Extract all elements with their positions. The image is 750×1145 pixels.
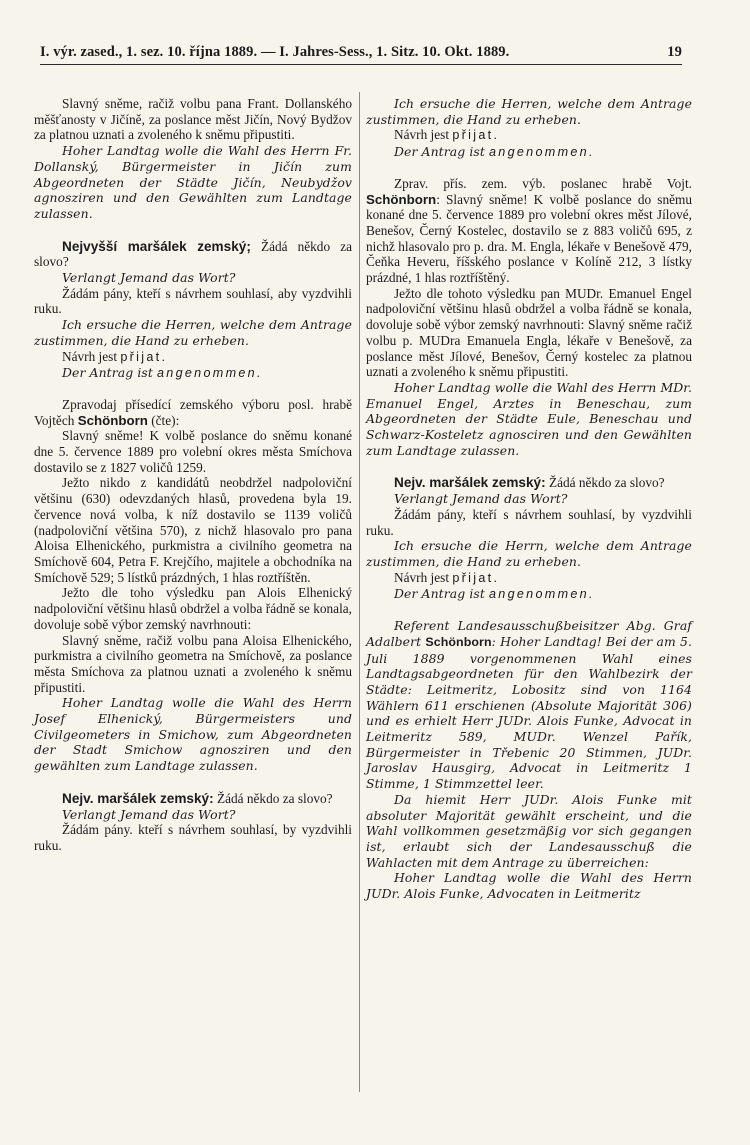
speaker-text: Žádá někdo za slovo? [34, 238, 352, 270]
left-column [34, 96, 352, 854]
paragraph-german: Da hiemit Herr JUDr. Alois Funke mit absoluter Majorität gewählt erscheint, und die Wahl vollkommen gesetzmäßig vor sich gegangen ist, erlaubt sich der Landesausschuß die Wahlacten mit dem Antrage zu überreichen: [366, 791, 692, 870]
motion-result: angenommen. [488, 587, 595, 602]
referent-paragraph [366, 618, 692, 792]
motion-result: přijat. [452, 128, 500, 143]
paragraph-german: Verlangt Jemand das Wort? [62, 270, 236, 286]
reporter-name: Schönborn [77, 412, 148, 428]
paragraph-german: Verlangt Jemand das Wort? [62, 806, 236, 822]
paragraph-german: Ich ersuche die Herren, welche dem Antrage zustimmen, die Hand zu erheben. [366, 96, 692, 127]
motion-text: Der Antrag ist [394, 144, 489, 160]
motion-result: přijat. [120, 349, 168, 364]
paragraph: Ježto nikdo z kandidátů neobdržel nadpoloviční většinu (630) odevzdaných hlasů, provedena byla 19. července nová volba, k níž dostavilo se 1139 voličů (nadpoloviční většina 570), z nichž hlasovalo pro pana Aloisa Elhenického, purkmistra a civilního geometra na Smíchově 604, Petra F. Krejčího, majitele a obchodníka na Smíchově 529; 5 lístků prázdných, 1 hlas roztříštěn. [34, 475, 352, 585]
right-column [366, 96, 692, 902]
page-number: 19 [667, 44, 682, 60]
paragraph-german: Verlangt Jemand das Wort? [394, 491, 568, 507]
speaker-text: Žádá někdo za slovo? [548, 475, 665, 491]
paragraph: Slavný sněme, račiž volbu pana Frant. Dollanského měšťanosty v Jičíně, za poslance měst Jičín, Nový Bydžov za platnou uznati a zvoleného k sněmu připustiti. [34, 96, 352, 143]
motion-result: angenommen. [156, 366, 263, 381]
speaker-name: Nejv. maršálek zemský: [62, 790, 214, 806]
motion-result: angenommen. [488, 145, 595, 160]
paragraph-german: Hoher Landtag wolle die Wahl des Herrn Josef Elhenický, Bürgermeisters und Civilgeometers in Smichow, zum Abgeordneten der Stadt Smichow agnosziren und den gewählten zum Landtage zulassen. [34, 695, 352, 774]
speaker-paragraph [34, 791, 352, 807]
speaker-paragraph [34, 239, 352, 270]
paragraph: Ježto dle toho výsledku pan Alois Elhenický nadpoloviční většinu hlasů obdržel a volba řádně se konala, dovoluje sobě výbor zemský navrhnouti: [34, 585, 352, 632]
column-divider [359, 92, 360, 1092]
motion-accepted [366, 127, 692, 144]
paragraph: Žádám pány, kteří s návrhem souhlasí, by vyzdvihli ruku. [366, 506, 692, 538]
paragraph: Ježto dle tohoto výsledku pan MUDr. Emanuel Engel nadpoloviční většinu hlasů obdržel a volba řádně se konala, dovoluje sobě výbor zemský navrhnouti: Slavný sněme račiž volbu p. MUDra Emanuela Engla, lékaře v Benešově, za poslance měst Jílové, Benešov, Černý kostelec za platnou uznati a zvoleného k sněmu připustiti. [366, 285, 692, 380]
intro-text: Zpravodaj přísedící zemského výboru posl. hrabě Vojtěch [34, 396, 352, 428]
motion-text: Návrh jest [394, 127, 453, 143]
header-text: I. výr. zased., 1. sez. 10. října 1889. — I. Jahres-Sess., 1. Sitz. 10. Okt. 1889. [40, 44, 510, 60]
motion-text: Návrh jest [394, 569, 453, 585]
reporter-intro [34, 397, 352, 428]
paragraph-german: Ich ersuche die Herren, welche dem Antrage zustimmen, die Hand zu erheben. [34, 317, 352, 348]
paragraph-german: Hoher Landtag wolle die Wahl des Herrn MDr. Emanuel Engel, Arztes in Beneschau, zum Abgeordneten der Städte Eule, Beneschau und Schwarz-Kosteletz agnosciren und den Gewählten zum Landtage zulassen. [366, 379, 692, 458]
speaker-text: Žádá někdo za slovo? [216, 790, 333, 806]
paragraph-german: Hoher Landtag wolle die Wahl des Herrn Fr. Dollanský, Bürgermeister in Jičín zum Abgeordneten der Städte Jičín, Neubydžov agnosziren und den Gewählten zum Landtage zulassen. [34, 143, 352, 221]
intro-text: (čte): [147, 412, 180, 428]
intro-text: : Slavný sněme! K volbě poslance do sněmu konané dne 5. července 1889 pro volební okres měst Jílové, Benešov, Černý Kostelec, dostavilo se z 883 voličů 695, z nichž hlasovalo pro p. dra. M. Engla, lékaře v Benešově 479, Čeňka Heveru, říšského poslance v Kolíně 212, 3 lístky prázdné, 1 hlas roztříštěný. [366, 191, 692, 286]
motion-accepted-german [34, 365, 352, 382]
referent-text: Referent Landesausschußbeisitzer Abg. Graf Adalbert [366, 618, 692, 649]
speaker-name: Nejv. maršálek zemský: [394, 475, 546, 491]
paragraph-german: Ich ersuche die Herrn, welche dem Antrage zustimmen, die Hand zu erheben. [366, 538, 692, 569]
paragraph: Žádám pány. kteří s návrhem souhlasí, by vyzdvihli ruku. [34, 822, 352, 853]
running-header [40, 44, 682, 65]
reporter-intro [366, 176, 692, 286]
paragraph: Slavný sněme, račiž volbu pana Aloisa Elhenického, purkmistra a civilního geometra na Smíchově, za poslance města Smíchova za platnou uznati a zvoleného k sněmu připustiti. [34, 632, 352, 695]
motion-accepted-german [366, 586, 692, 603]
motion-text: Der Antrag ist [62, 365, 157, 381]
referent-name: Schönborn [425, 634, 492, 649]
speaker-paragraph [366, 475, 692, 491]
speaker-name: Nejvyšší maršálek zemský; [62, 238, 251, 254]
referent-text: : Hoher Landtag! Bei der am 5. Juli 1889 vorgenommenen Wahl eines Landtagsabgeordneten für den Wahlbezirk der Städte: Leitmeritz, Lobositz sind von 1164 Wählern 611 erschienen (Absolute Majorität 306) und es erhielt Herr JUDr. Alois Funke, Advocat in Leitmeritz 589, MUDr. Wenzel Pařík, Bürgermeister in Třebenic 20 Stimmen, JUDr. Jaroslav Hausgirg, Advocat in Leitmeritz 1 Stimme, 1 Stimmzettel leer. [366, 633, 692, 792]
intro-text: Zprav. přís. zem. výb. poslanec hrabě Vojt. [394, 175, 692, 191]
paragraph: Slavný sněme! K volbě poslance do sněmu konané dne 5. července 1889 pro volební okres města Smíchova dostavilo se z 1827 voličů 1259. [34, 428, 352, 475]
motion-text: Návrh jest [62, 348, 121, 364]
motion-result: přijat. [452, 570, 500, 585]
motion-accepted [34, 349, 352, 366]
motion-text: Der Antrag ist [394, 586, 489, 602]
paragraph: Žádám pány, kteří s návrhem souhlasí, aby vyzdvihli ruku. [34, 285, 352, 317]
paragraph-german: Hoher Landtag wolle die Wahl des Herrn JUDr. Alois Funke, Advocaten in Leitmeritz [366, 870, 692, 902]
reporter-name: Schönborn [366, 191, 437, 207]
motion-accepted-german [366, 144, 692, 161]
motion-accepted [366, 570, 692, 587]
